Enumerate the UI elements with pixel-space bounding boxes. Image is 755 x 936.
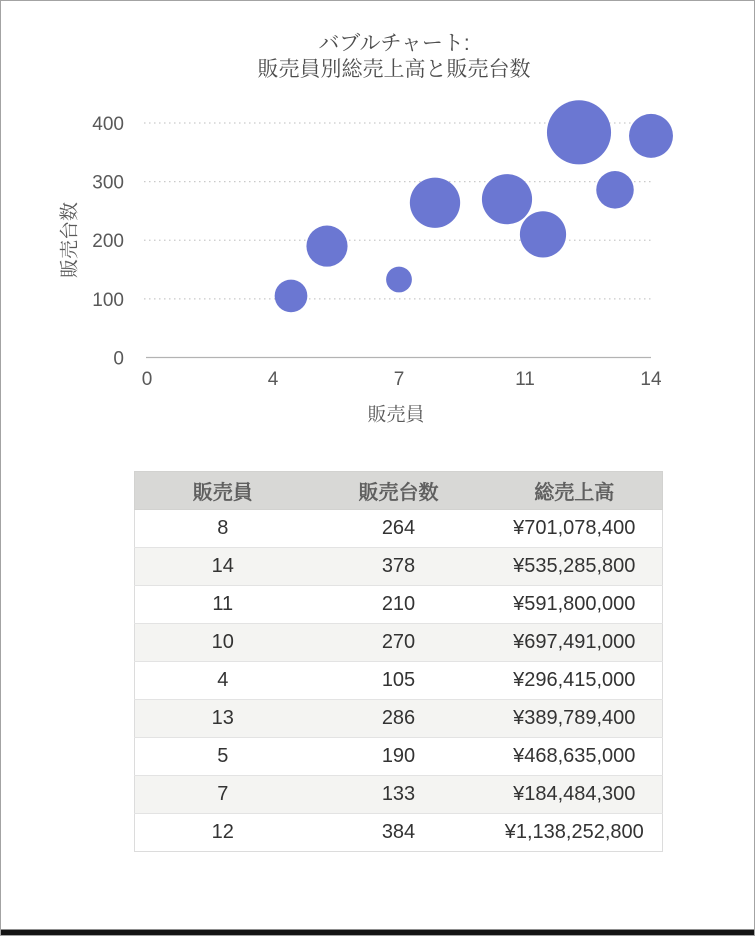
y-tick-label: 300 (92, 172, 124, 194)
total-sales-cell[interactable]: ¥184,484,300 (487, 776, 663, 814)
salesperson-cell[interactable]: 7 (135, 776, 311, 814)
bubble[interactable] (629, 114, 673, 158)
units-sold-cell[interactable]: 133 (311, 776, 487, 814)
y-axis-title: 販売台数 (59, 201, 81, 279)
units-sold-cell[interactable]: 105 (311, 662, 487, 700)
table-row (135, 738, 663, 776)
units-sold-cell[interactable]: 210 (311, 586, 487, 624)
table-header-row (135, 472, 663, 510)
total-sales-cell[interactable]: ¥296,415,000 (487, 662, 663, 700)
units-sold-cell[interactable]: 264 (311, 510, 487, 548)
bubble[interactable] (410, 178, 460, 228)
x-tick-label: 4 (267, 369, 279, 390)
table-row (135, 814, 663, 852)
salesperson-cell[interactable]: 14 (135, 548, 311, 586)
bubble[interactable] (596, 171, 634, 209)
total-sales-cell[interactable]: ¥1,138,252,800 (487, 814, 663, 852)
table-row (135, 776, 663, 814)
y-tick-label: 400 (92, 113, 124, 135)
table-row (135, 624, 663, 662)
bubble[interactable] (482, 174, 532, 224)
x-axis-title: 販売員 (367, 404, 425, 426)
units-sold-cell[interactable]: 384 (311, 814, 487, 852)
salesperson-cell[interactable]: 8 (135, 510, 311, 548)
salesperson-cell[interactable]: 5 (135, 738, 311, 776)
y-tick-label: 100 (92, 289, 124, 311)
units-sold-cell[interactable]: 286 (311, 700, 487, 738)
total-sales-cell[interactable]: ¥697,491,000 (487, 624, 663, 662)
salesperson-cell[interactable]: 12 (135, 814, 311, 852)
total-sales-cell[interactable]: ¥468,635,000 (487, 738, 663, 776)
y-tick-label: 200 (92, 231, 124, 253)
x-tick-label: 0 (141, 369, 153, 390)
col-header-total-sales[interactable]: 総売上高 (487, 472, 663, 510)
bubble[interactable] (306, 226, 347, 267)
total-sales-cell[interactable]: ¥389,789,400 (487, 700, 663, 738)
bubble[interactable] (386, 267, 412, 293)
table-row (135, 586, 663, 624)
salesperson-cell[interactable]: 10 (135, 624, 311, 662)
col-header-salesperson[interactable]: 販売員 (135, 472, 311, 510)
table-row (135, 548, 663, 586)
table-row (135, 662, 663, 700)
bubble[interactable] (520, 211, 566, 257)
units-sold-cell[interactable]: 270 (311, 624, 487, 662)
chart-title-line2: 販売員別総売上高と販売台数 (257, 58, 531, 81)
units-sold-cell[interactable]: 378 (311, 548, 487, 586)
window-bottom-edge (1, 929, 754, 935)
x-tick-label: 7 (393, 369, 405, 390)
plot-area (1, 1, 755, 451)
chart-title-line1: バブルチャート: (318, 32, 470, 55)
bubble[interactable] (547, 100, 611, 164)
salesperson-cell[interactable]: 4 (135, 662, 311, 700)
total-sales-cell[interactable]: ¥535,285,800 (487, 548, 663, 586)
table-row (135, 700, 663, 738)
units-sold-cell[interactable]: 190 (311, 738, 487, 776)
total-sales-cell[interactable]: ¥701,078,400 (487, 510, 663, 548)
col-header-units-sold[interactable]: 販売台数 (311, 472, 487, 510)
x-tick-label: 11 (515, 369, 535, 390)
total-sales-cell[interactable]: ¥591,800,000 (487, 586, 663, 624)
x-tick-label: 14 (640, 369, 662, 390)
bubble[interactable] (275, 280, 308, 313)
salesperson-cell[interactable]: 13 (135, 700, 311, 738)
sales-data-table (134, 471, 663, 852)
salesperson-cell[interactable]: 11 (135, 586, 311, 624)
table-row (135, 510, 663, 548)
y-tick-label: 0 (113, 348, 124, 370)
